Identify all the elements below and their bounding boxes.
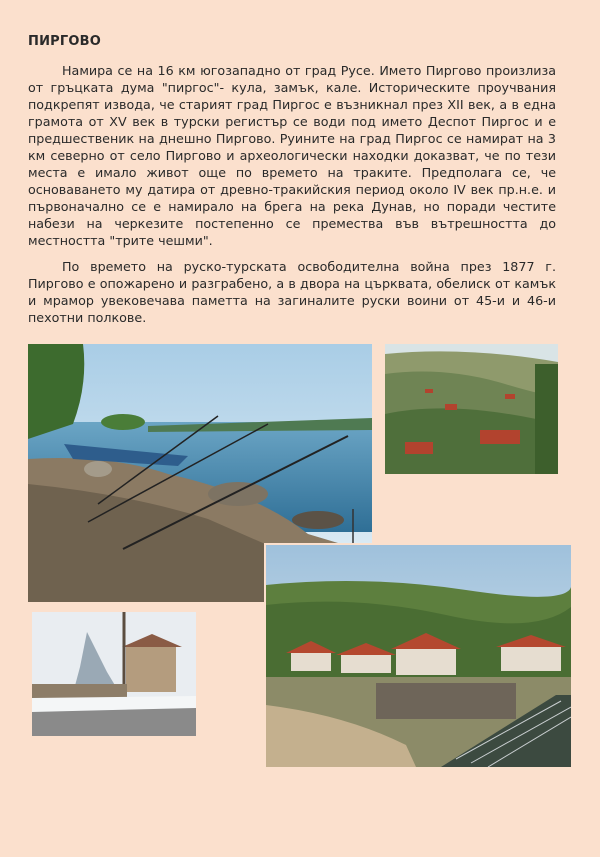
- photo-winter-street: [32, 612, 196, 736]
- page-title: ПИРГОВО: [28, 34, 101, 49]
- photo-village-view: [385, 344, 558, 474]
- article-body: [28, 62, 556, 335]
- paragraph-1: Намира се на 16 км югозападно от град Русе. Името Пиргово произлиза от гръцката дума "пиргос"- кула, замък, кале. Историческите проучвания подкрепят извода, че старият град Пиргос е възникнал през XII век, а в една грамота от XV век в турски регистър се води под името Деспот Пиргос и е предшественик на днешно Пиргово. Руините на град Пиргос се намират на 3 км северно от село Пиргово и археологически находки доказват, че по тези места е имало живот още по времето на траките. Предполага се, че основаването му датира от древно-тракийския период около IV век пр.н.е. и първоначално се е намирало на брега на река Дунав, но поради честите набези на черкезите постепенно се премества във вътрешността до местността "трите чешми".: [28, 63, 556, 248]
- paragraph-2: По времето на руско-турската освободителна война през 1877 г. Пиргово е опожарено и разграбено, а в двора на църквата, обелиск от камък и мрамор увековечава паметта на загиналите руски воини от 45-и и 46-и пехотни полкове.: [28, 259, 556, 325]
- photo-village-houses: [264, 543, 573, 769]
